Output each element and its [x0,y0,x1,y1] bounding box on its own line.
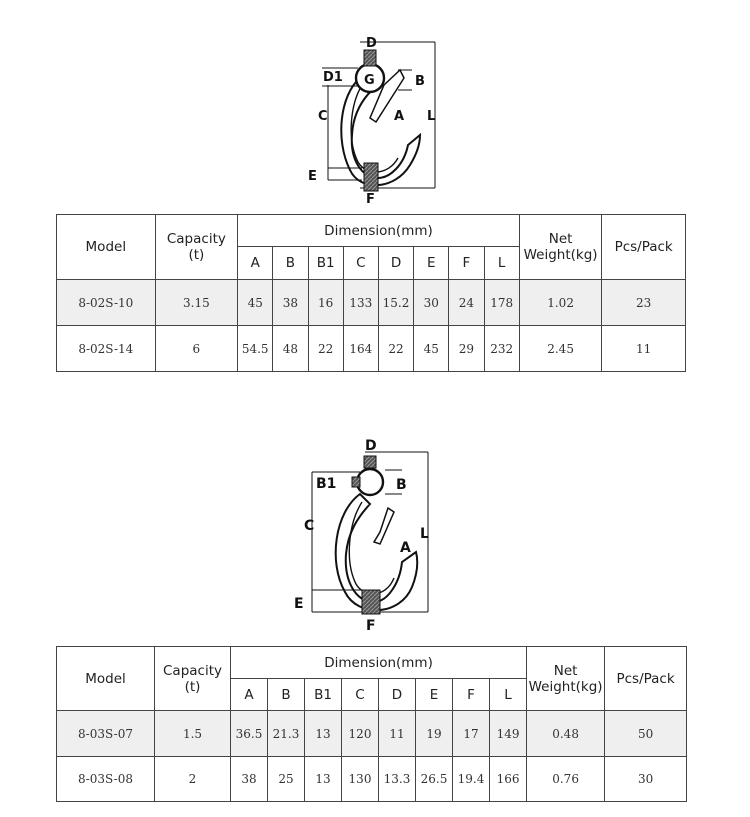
cell-dim-l: 166 [490,757,527,802]
header-pcs-pack: Pcs/Pack [605,647,687,711]
cell-dim-f: 24 [449,280,484,326]
header-dim-f: F [453,679,490,711]
header-dim-d: D [379,679,416,711]
header-net-weight: Net Weight(kg) [519,215,602,280]
cell-dim-d: 22 [378,326,413,372]
cell-net-weight: 1.02 [519,280,602,326]
cell-dim-d: 13.3 [379,757,416,802]
diagram-label-b: B [396,477,407,493]
hook-diagram-1 [300,30,460,210]
cell-dim-e: 45 [414,326,449,372]
header-net-weight: Net Weight(kg) [527,647,605,711]
diagram-label-d: D [365,438,377,454]
cell-pcs-pack: 30 [605,757,687,802]
cell-net-weight: 0.76 [527,757,605,802]
header-dim-d: D [378,247,413,280]
header-dim-b1: B1 [308,247,343,280]
header-capacity: Capacity (t) [155,215,238,280]
cell-dim-a: 54.5 [238,326,273,372]
header-dim-l: L [490,679,527,711]
cell-dim-l: 178 [484,280,519,326]
diagram-label-l: L [427,109,436,124]
diagram-label-e: E [294,596,304,612]
diagram-label-c: C [318,109,328,124]
diagram-label-g: G [364,73,375,88]
header-dim-a: A [231,679,268,711]
cell-dim-b: 21.3 [268,711,305,757]
cell-capacity: 2 [155,757,231,802]
diagram-label-b1: B1 [316,476,337,492]
cell-dim-f: 17 [453,711,490,757]
cell-dim-b1: 22 [308,326,343,372]
cell-dim-l: 232 [484,326,519,372]
cell-dim-b1: 13 [305,711,342,757]
header-dim-c: C [342,679,379,711]
cell-model: 8-02S-10 [57,280,156,326]
diagram-label-e: E [308,169,317,184]
header-model: Model [57,647,155,711]
header-dim-a: A [238,247,273,280]
header-dim-b: B [273,247,308,280]
cell-net-weight: 0.48 [527,711,605,757]
table-row [57,280,686,326]
header-capacity: Capacity (t) [155,647,231,711]
cell-dim-c: 130 [342,757,379,802]
diagram-label-d1: D1 [323,70,343,85]
header-dim-e: E [416,679,453,711]
cell-dim-e: 19 [416,711,453,757]
cell-dim-c: 120 [342,711,379,757]
cell-dim-b: 25 [268,757,305,802]
header-dim-b: B [268,679,305,711]
header-dimension: Dimension(mm) [238,215,520,247]
header-dim-f: F [449,247,484,280]
table-row [57,326,686,372]
header-dim-b1: B1 [305,679,342,711]
cell-dim-a: 36.5 [231,711,268,757]
table-row [57,757,687,802]
cell-dim-f: 19.4 [453,757,490,802]
header-dimension: Dimension(mm) [231,647,527,679]
cell-dim-b: 38 [273,280,308,326]
diagram-label-f: F [366,618,376,634]
cell-capacity: 3.15 [155,280,238,326]
diagram-label-c: C [304,518,315,534]
cell-pcs-pack: 11 [602,326,686,372]
diagram-label-d: D [366,36,377,51]
spec-table-1 [56,214,686,372]
cell-capacity: 6 [155,326,238,372]
cell-dim-b1: 16 [308,280,343,326]
diagram-label-a: A [394,109,405,124]
header-dim-l: L [484,247,519,280]
cell-pcs-pack: 23 [602,280,686,326]
cell-dim-a: 45 [238,280,273,326]
header-dim-e: E [414,247,449,280]
cell-dim-e: 30 [414,280,449,326]
cell-dim-c: 133 [343,280,378,326]
spec-table-2 [56,646,687,802]
cell-dim-l: 149 [490,711,527,757]
cell-dim-b1: 13 [305,757,342,802]
diagram-label-l: L [420,526,429,542]
cell-capacity: 1.5 [155,711,231,757]
cell-dim-b: 48 [273,326,308,372]
diagram-label-f: F [366,192,375,207]
cell-dim-a: 38 [231,757,268,802]
cell-dim-d: 11 [379,711,416,757]
header-model: Model [57,215,156,280]
cell-dim-f: 29 [449,326,484,372]
cell-model: 8-03S-07 [57,711,155,757]
diagram-label-b: B [415,74,425,89]
hook-diagram-2 [290,432,460,637]
cell-dim-c: 164 [343,326,378,372]
diagram-label-a: A [400,540,411,556]
table-row [57,711,687,757]
header-dim-c: C [343,247,378,280]
cell-model: 8-03S-08 [57,757,155,802]
cell-dim-d: 15.2 [378,280,413,326]
cell-net-weight: 2.45 [519,326,602,372]
cell-dim-e: 26.5 [416,757,453,802]
cell-model: 8-02S-14 [57,326,156,372]
cell-pcs-pack: 50 [605,711,687,757]
header-pcs-pack: Pcs/Pack [602,215,686,280]
